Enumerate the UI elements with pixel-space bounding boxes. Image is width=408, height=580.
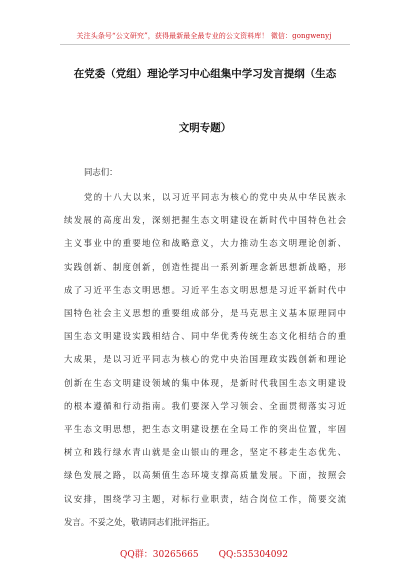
document-title-line-2: 文明专题） [178,122,232,134]
body-line: 议安排，围绕学习主题，对标行业职责，结合岗位工作，简要交流 [64,493,346,504]
header-divider [60,44,350,45]
body-line: 大成果，是以习近平同志为核心的党中央治国理政实践创新和理论 [64,354,346,365]
body-line: 创新在生态文明建设领域的集中体现，是新时代我国生态文明建设 [64,377,346,388]
body-line: 成了习近平生态文明思想。习近平生态文明思想是习近平新时代中 [64,284,346,295]
body-line: 主义事业中的重要地位和战略意义，大力推动生态文明理论创新、 [64,238,346,249]
body-line: 党的十八大以来，以习近平同志为核心的党中央从中华民族永 [84,192,346,202]
body-line: 实践创新、制度创新，创造性提出一系列新理念新思想新战略，形 [64,261,346,272]
body-line: 国特色社会主义思想的重要组成部分，是马克思主义基本原理同中 [64,308,346,318]
footer-qq: QQ:535304092 [218,550,288,560]
header-notice: 关注头条号“公文研究”，获得最新最全最专业的公文资料库！ 微信：gongwenyj [76,32,332,40]
document-title-line-1: 在党委（党组）理论学习中心组集中学习发言提纲（生态 [73,68,337,80]
body-line: 国生态文明建设实践相结合、同中华优秀传统生态文化相结合的重 [64,331,346,342]
salutation: 同志们： [84,167,118,177]
body-line: 绿色发展之路，以高频值生态环境支撑高质量发展。下面，按照会 [64,470,346,481]
footer-contact [0,547,408,560]
body-line: 发言。不妥之处，敬请同志们批评指正。 [64,516,215,527]
body-line: 树立和践行绿水青山就是金山银山的理念，坚定不移走生态优先、 [64,447,346,458]
footer-qq-group: QQ群：30265665 [120,550,199,560]
body-line: 的根本遵循和行动指南。我们要深入学习领会、全面贯彻落实习近 [64,400,346,411]
body-line: 续发展的高度出发，深刻把握生态文明建设在新时代中国特色社会 [64,215,346,226]
body-line: 平生态文明思想，把生态文明建设摆在全局工作的突出位置，牢固 [64,424,346,434]
